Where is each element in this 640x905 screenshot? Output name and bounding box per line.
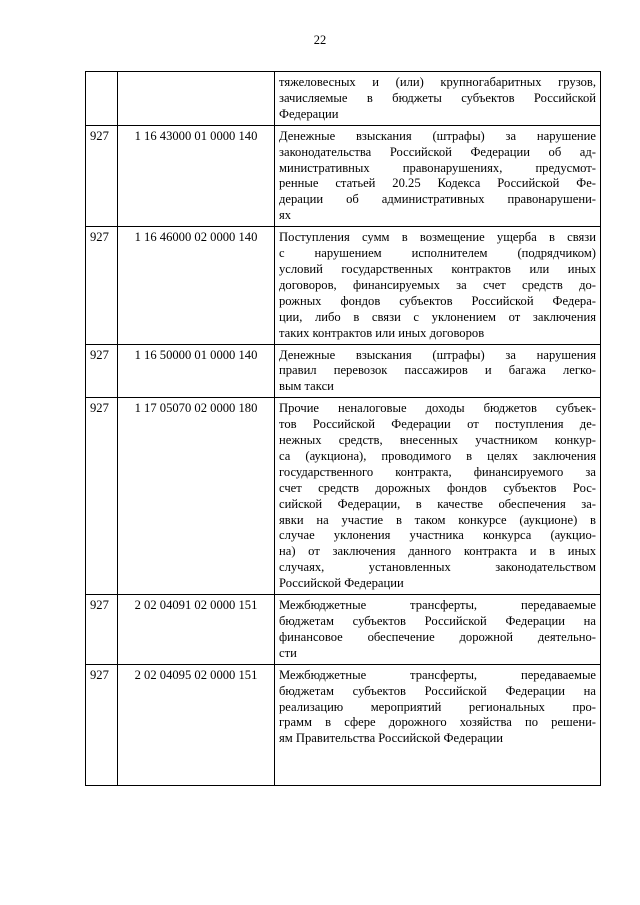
- description-line: Федерации: [279, 106, 339, 121]
- description-line: зачисляемые в бюджеты субъектов Российской: [279, 90, 596, 105]
- revenue-description-cell: [275, 344, 601, 398]
- table-row: [86, 664, 601, 785]
- classification-code-cell: 1 16 50000 01 0000 140: [118, 344, 275, 398]
- description-line: условий государственных контрактов или иных: [279, 261, 596, 276]
- description-line: договоров, финансируемых за счет средств до-: [279, 277, 596, 292]
- classification-code-cell: 2 02 04091 02 0000 151: [118, 595, 275, 665]
- description-line: случае уклонения участника конкурса (аукцио-: [279, 528, 596, 543]
- revenue-description-cell: [275, 227, 601, 344]
- classification-code-cell: [118, 72, 275, 126]
- description-line: бюджетам субъектов Российской Федерации на: [279, 614, 596, 628]
- admin-code-cell: 927: [86, 125, 118, 226]
- revenue-description-cell: [275, 398, 601, 595]
- description-line: сти: [279, 645, 297, 660]
- description-line: явки на участие в таком конкурсе (аукционе) в: [279, 512, 596, 527]
- description-line: министративных правонарушениях, предусмот-: [279, 160, 596, 175]
- description-line: ции, либо в связи с уклонением от заключения: [279, 309, 596, 324]
- table-row: [86, 398, 601, 595]
- description-line: дерации об административных правонарушени-: [279, 192, 596, 207]
- description-line: Поступления сумм в возмещение ущерба в связи: [279, 230, 596, 245]
- description-line: Российской Федерации: [279, 576, 404, 591]
- description-line: законодательства Российской Федерации об ад-: [279, 144, 596, 159]
- description-line: сийской Федерации, в качестве обеспечения за-: [279, 496, 596, 511]
- description-line: Денежные взыскания (штрафы) за нарушение: [279, 128, 596, 143]
- admin-code-cell: 927: [86, 227, 118, 344]
- revenue-description-cell: [275, 664, 601, 785]
- description-line: ям Правительства Российской Федерации: [279, 731, 503, 746]
- revenue-description-cell: [275, 125, 601, 226]
- revenue-description-cell: [275, 72, 601, 126]
- description-line: правил перевозок пассажиров и багажа легко-: [279, 363, 596, 378]
- description-line: вым такси: [279, 379, 334, 394]
- classification-code-cell: 1 16 43000 01 0000 140: [118, 125, 275, 226]
- description-line: са (аукциона), проводимого в целях заключения: [279, 448, 596, 463]
- description-line: случаях, установленных законодательством: [279, 560, 596, 575]
- description-line: бюджетам субъектов Российской Федерации на: [279, 683, 596, 698]
- table-row: [86, 125, 601, 226]
- revenue-description-cell: [275, 595, 601, 665]
- description-line: Межбюджетные трансферты, передаваемые: [279, 598, 596, 613]
- table-row: [86, 344, 601, 398]
- admin-code-cell: 927: [86, 664, 118, 785]
- description-line: грамм в сфере дорожного хозяйства по решени-: [279, 715, 596, 730]
- description-line: Денежные взыскания (штрафы) за нарушения: [279, 347, 596, 362]
- description-line: тов Российской Федерации от поступления де-: [279, 417, 596, 432]
- description-line: рожных фондов субъектов Российской Федера-: [279, 293, 596, 308]
- description-line: реализацию мероприятий региональных про-: [279, 699, 596, 714]
- admin-code-cell: 927: [86, 398, 118, 595]
- admin-code-cell: [86, 72, 118, 126]
- classification-code-cell: 1 17 05070 02 0000 180: [118, 398, 275, 595]
- description-line: нежных средств, внесенных участником конкур-: [279, 433, 596, 448]
- table-row: [86, 595, 601, 665]
- description-line: на) от заключения данного контракта и в иных: [279, 544, 596, 559]
- table-row: [86, 72, 601, 126]
- admin-code-cell: 927: [86, 595, 118, 665]
- description-line: Межбюджетные трансферты, передаваемые: [279, 667, 596, 682]
- admin-code-cell: 927: [86, 344, 118, 398]
- description-line: финансовое обеспечение дорожной деятельно-: [279, 629, 596, 644]
- classification-code-cell: 1 16 46000 02 0000 140: [118, 227, 275, 344]
- description-line: таких контрактов или иных договоров: [279, 325, 485, 340]
- description-line: с нарушением исполнителем (подрядчиком): [279, 246, 596, 261]
- description-line: тяжеловесных и (или) крупногабаритных грузов,: [279, 75, 596, 89]
- description-line: счет средств дорожных фондов субъектов Рос-: [279, 480, 596, 495]
- classification-code-cell: 2 02 04095 02 0000 151: [118, 664, 275, 785]
- description-line: ренные статьей 20.25 Кодекса Российской Фе-: [279, 176, 596, 191]
- table-row: [86, 227, 601, 344]
- description-line: ях: [279, 208, 292, 223]
- budget-classification-table: [85, 71, 601, 786]
- description-line: Прочие неналоговые доходы бюджетов субъек-: [279, 401, 596, 416]
- description-line: государственного контракта, финансируемого за: [279, 464, 596, 479]
- page-number: 22: [313, 33, 327, 47]
